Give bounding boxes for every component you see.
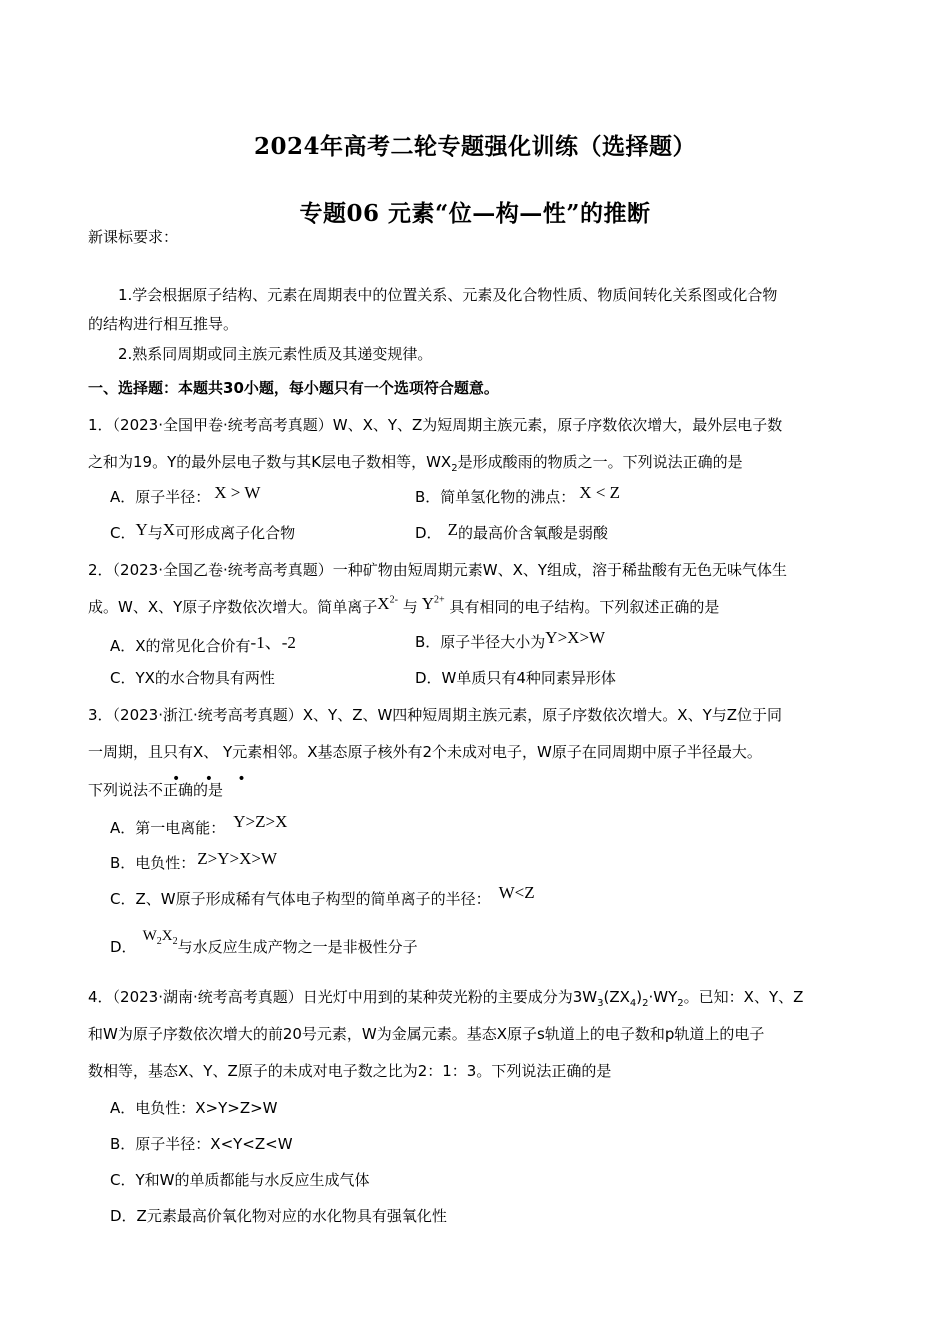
q4-stem-text-c: )	[636, 988, 643, 1006]
q2-ion-y-symbol: Y	[421, 594, 434, 613]
q2-ion-x-symbol: X	[377, 594, 390, 613]
q2-ion-x-charge: 2-	[389, 594, 398, 606]
q2-ion-y	[422, 594, 445, 613]
q4-stem-line2: 和W为原子序数依次增大的前20号元素，W为金属元素。基态X原子s轨道上的电子数和p轨道上的电子	[88, 1025, 765, 1043]
q1-option-b-label: B．简单氢化物的沸点：	[415, 488, 576, 506]
q1-option-b-math: X < Z	[579, 483, 621, 502]
q2-stem-text: 成。W、X、Y原子序数依次增大。简单离子	[88, 598, 378, 616]
q1-option-d-text: 的最高价含氧酸是弱酸	[457, 524, 608, 542]
q2-stem-line2	[88, 596, 719, 617]
q1-stem-line2	[88, 451, 743, 472]
q4-sub-3: 2	[642, 998, 649, 1009]
emphasis-dots: • • •	[172, 771, 256, 787]
q2-option-d[interactable]: D．W单质只有4种同素异形体	[415, 669, 616, 687]
q3-option-d-label: D．	[110, 938, 137, 956]
q3-formula-x: X	[161, 928, 173, 944]
q4-sub-4: 2	[677, 998, 684, 1009]
q4-stem-text-a: 4．（2023·湖南·统考高考真题）日光灯中用到的某种荧光粉的主要成分为3W	[88, 988, 598, 1006]
q2-option-a-math: -1、-2	[250, 633, 296, 652]
q4-option-b[interactable]: B．原子半径：X<Y<Z<W	[110, 1135, 293, 1153]
q1-stem-line1: 1．（2023·全国甲卷·统考高考真题）W、X、Y、Z为短周期主族元素，原子序数依次增大，最外层电子数	[88, 416, 783, 434]
q2-stem-text-2: 具有相同的电子结构。下列叙述正确的是	[449, 598, 720, 616]
q1-option-d-label: D．	[415, 524, 442, 542]
q2-option-b-math: Y>X>W	[545, 628, 606, 647]
q1-option-b[interactable]	[415, 483, 621, 507]
q4-option-a[interactable]: A．电负性：X>Y>Z>W	[110, 1099, 278, 1117]
q4-stem-text-b: (ZX	[603, 988, 630, 1006]
q3-option-d[interactable]	[110, 928, 418, 957]
q3-option-d-text: 与水反应生成产物之一是非极性分子	[177, 938, 418, 956]
q1-option-c[interactable]	[110, 522, 295, 543]
q3-option-c-label: C．Z、W原子形成稀有气体电子构型的简单离子的半径：	[110, 890, 491, 908]
q4-stem-text-d: ·WY	[648, 988, 678, 1006]
requirement-1-line1: 1.学会根据原子结构、元素在周期表中的位置关系、元素及化合物性质、物质间转化关系图或化合物	[118, 286, 778, 304]
page-title: 2024年高考二轮专题强化训练（选择题）	[253, 133, 696, 160]
q2-ion-y-charge: 2+	[433, 594, 445, 606]
q1-stem-text-2: 是形成酸雨的物质之一。下列说法正确的是	[457, 453, 743, 471]
q1-option-c-text: 可形成离子化合物	[175, 524, 296, 542]
q3-stem-line1: 3．（2023·浙江·统考高考真题）X、Y、Z、W四种短周期主族元素，原子序数依次增大。X、Y与Z位于同	[88, 706, 783, 724]
q1-option-c-math2: X	[162, 520, 176, 539]
q1-option-d[interactable]	[415, 522, 608, 543]
q3-stem-line3: 下列说法不正确的是	[88, 781, 224, 799]
q3-formula-x-sub: 2	[172, 936, 178, 947]
q2-stem-mid: 与	[402, 598, 418, 616]
q3-option-a-math: Y>Z>X	[233, 812, 288, 831]
q3-formula-w-sub: 2	[156, 936, 162, 947]
q1-option-a[interactable]	[110, 483, 261, 507]
q1-option-a-label: A．原子半径：	[110, 488, 211, 506]
q4-stem-text-e: 。已知：X、Y、Z	[683, 988, 804, 1006]
q2-stem-line1: 2．（2023·全国乙卷·统考高考真题）一种矿物由短周期元素W、X、Y组成，溶于稀盐酸有无色无味气体生	[88, 561, 788, 579]
q2-option-a[interactable]	[110, 631, 296, 656]
q3-option-c-math: W<Z	[498, 883, 535, 902]
q2-option-b[interactable]	[415, 628, 606, 652]
q1-option-d-math: Z	[447, 520, 458, 539]
q3-option-a-label: A．第一电离能：	[110, 819, 226, 837]
q3-option-b-math: Z>Y>X>W	[197, 849, 278, 868]
q3-option-d-formula	[142, 928, 178, 947]
q3-option-a[interactable]	[110, 812, 288, 838]
q4-option-d[interactable]: D．Z元素最高价氧化物对应的水化物具有强氧化性	[110, 1207, 447, 1225]
q3-option-c[interactable]	[110, 883, 535, 909]
requirements-heading: 新课标要求：	[88, 228, 179, 246]
q4-sub-2: 4	[629, 998, 637, 1009]
q3-option-b-label: B．电负性：	[110, 854, 196, 872]
requirement-2: 2.熟系同周期或同主族元素性质及其递变规律。	[118, 345, 433, 363]
requirement-1-line2: 的结构进行相互推导。	[88, 315, 239, 333]
q1-option-c-math1: Y	[135, 520, 148, 539]
section-heading: 一、选择题：本题共30小题，每小题只有一个选项符合题意。	[88, 379, 499, 397]
q1-stem-text: 之和为19。Y的最外层电子数与其K层电子数相等，WX	[88, 453, 452, 471]
q2-option-c[interactable]: C．YX的水合物具有两性	[110, 669, 275, 687]
q1-option-c-label: C．	[110, 524, 136, 542]
q3-formula-w: W	[142, 928, 157, 944]
q2-ion-x	[377, 594, 398, 613]
q4-stem-line1	[88, 986, 803, 1007]
q2-option-b-label: B．原子半径大小为	[415, 633, 546, 651]
q3-stem-line2: 一周期，且只有X、 Y元素相邻。X基态原子核外有2个未成对电子，W原子在同周期中原子半径最大。	[88, 743, 762, 761]
q4-stem-line3: 数相等，基态X、Y、Z原子的未成对电子数之比为2：1：3。下列说法正确的是	[88, 1062, 612, 1080]
q1-option-a-math: X > W	[214, 483, 261, 502]
page-subtitle: 专题06 元素“位—构—性”的推断	[299, 200, 651, 227]
q4-option-c[interactable]: C．Y和W的单质都能与水反应生成气体	[110, 1171, 370, 1189]
q3-option-b[interactable]	[110, 849, 278, 873]
q4-sub-1: 3	[597, 998, 604, 1009]
q2-option-a-label: A．X的常见化合价有	[110, 637, 251, 655]
q1-option-c-mid: 与	[147, 524, 163, 542]
q1-sub: 2	[451, 463, 458, 474]
